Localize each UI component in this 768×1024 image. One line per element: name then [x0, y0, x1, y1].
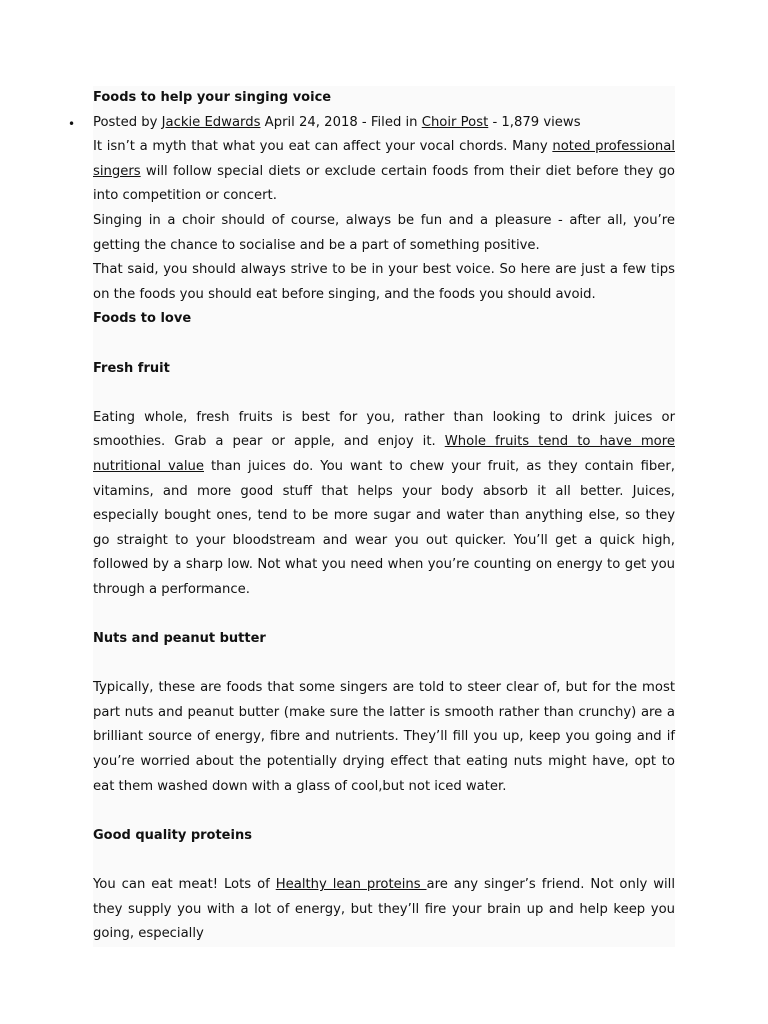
intro-1-text: It isn’t a myth that what you eat can affect your vocal chords. Many [93, 139, 553, 155]
view-count: - 1,879 views [488, 114, 581, 130]
article-title: Foods to help your singing voice [93, 90, 332, 105]
spacer [93, 848, 675, 873]
proteins-text-end: are any singer’s friend. Not only will they supply you with a lot of energy, but they’ll fire your brain up and help keep you going, especially [93, 877, 676, 942]
posted-by-label: Posted by [93, 114, 162, 130]
proteins-heading: Good quality proteins [93, 827, 252, 843]
post-date: April 24, 2018 - Filed in [260, 114, 422, 130]
fruit-paragraph [93, 406, 675, 603]
spacer [93, 381, 675, 406]
spacer [93, 799, 675, 824]
nuts-paragraph: Typically, these are foods that some singers are told to steer clear of, but for the most part nuts and peanut butter (make sure the latter is smooth rather than crunchy) are a brilliant source of energy, fibre and nutrients. They’ll fill you up, keep you going and if you’re worried about the potentially drying effect that eating nuts might have, opt to eat them washed down with a glass of cool,but not iced water. [93, 680, 675, 794]
proteins-text: You can eat meat! Lots of [93, 877, 276, 892]
proteins-paragraph [93, 873, 675, 947]
intro-paragraph-3: That said, you should always strive to be in your best voice. So here are just a few tips on the foods you should eat before singing, and the foods you should avoid. [93, 262, 675, 302]
fruit-text: Eating whole, fresh fruits is best for you, rather than looking to drink juices or smoothies. Grab a pear or apple, and enjoy it. [93, 409, 675, 450]
fruit-text-end: than juices do. You want to chew your fruit, as they contain fiber, vitamins, and more good stuff that helps your body absorb it all better. Juices, especially bought ones, tend to be more sugar and water than anything else, so they go straight to your bloodstream and wear you out quicker. You’ll get a quick high, followed by a sharp low. Not what you need when you’re counting on energy to get you through a performance. [93, 458, 675, 597]
article-body [68, 86, 676, 947]
bullet-icon: • [68, 116, 76, 131]
spacer [93, 652, 675, 677]
spacer [93, 332, 675, 357]
fruit-heading: Fresh fruit [93, 360, 170, 376]
post-meta [68, 111, 675, 136]
intro-paragraph-1 [93, 135, 675, 209]
author-link[interactable]: Jackie Edwards [161, 114, 261, 130]
whole-fruits-link[interactable]: Whole fruits tend to have more nutritional value [93, 434, 675, 474]
intro-1-text-end: will follow special diets or exclude certain foods from their diet before they go into competition or concert. [93, 163, 675, 204]
lean-proteins-link[interactable]: Healthy lean proteins [275, 877, 427, 892]
section-heading: Foods to love [93, 311, 192, 327]
nuts-heading: Nuts and peanut butter [93, 631, 266, 647]
intro-paragraph-2: Singing in a choir should of course, always be fun and a pleasure - after all, you’re getting the chance to socialise and be a part of something positive. [93, 212, 675, 253]
noted-singers-link[interactable]: noted professional singers [93, 139, 675, 179]
category-link[interactable]: Choir Post [421, 114, 489, 130]
spacer [93, 602, 675, 627]
